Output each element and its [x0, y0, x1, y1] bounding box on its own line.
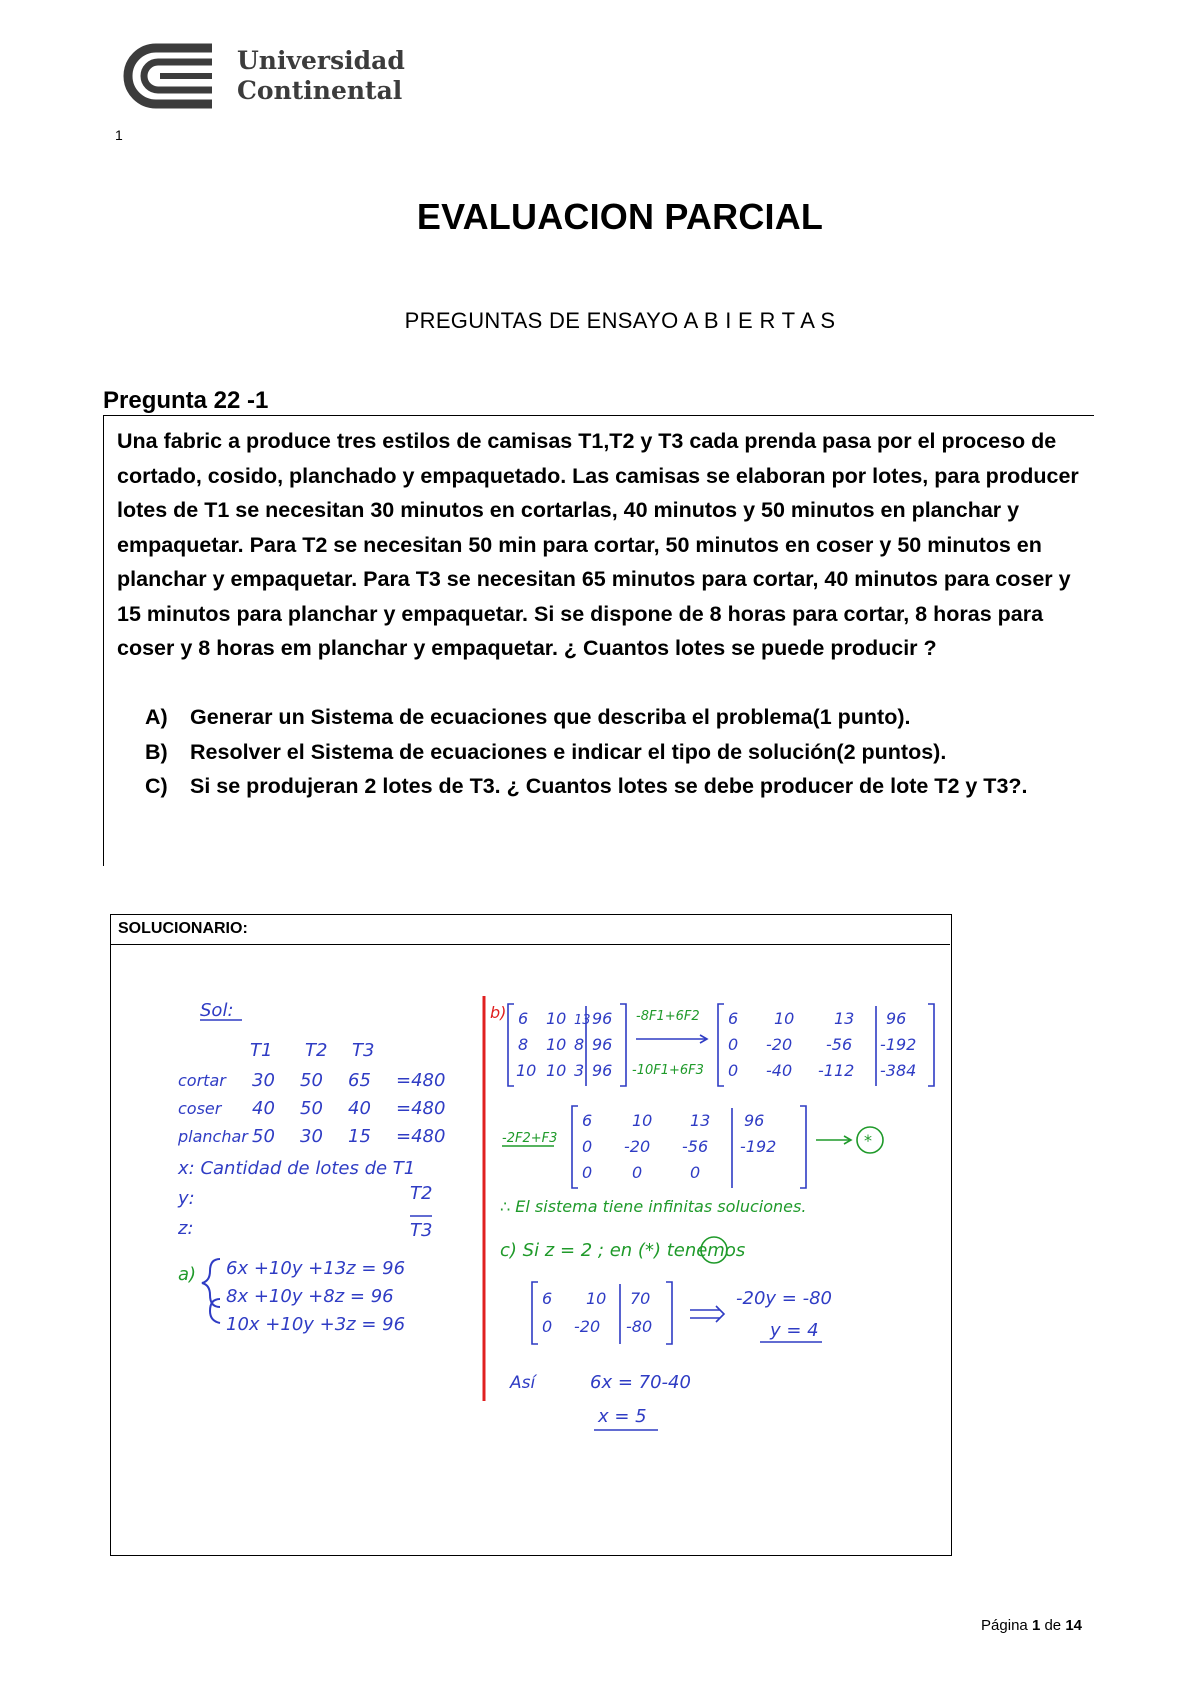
- question-item-b: [145, 735, 1080, 770]
- item-label: A): [145, 705, 168, 729]
- item-text: Resolver el Sistema de ecuaciones e indicar el tipo de solución(2 puntos).: [190, 739, 947, 764]
- item-label: B): [145, 739, 168, 764]
- m3-cell: -192: [740, 1137, 777, 1156]
- m1-cell: 13: [574, 1013, 591, 1028]
- hw-cell: 30: [300, 1126, 323, 1147]
- footer-of-word: de: [1044, 1617, 1062, 1634]
- hw-var-t3: T3: [410, 1220, 433, 1241]
- hw-asi: Así: [510, 1373, 536, 1393]
- m2-cell: -40: [766, 1061, 793, 1080]
- hw-cell: 50: [300, 1098, 323, 1119]
- m4-cell: 0: [542, 1317, 553, 1336]
- m2-cell: -192: [880, 1035, 917, 1054]
- m3-cell: 10: [632, 1111, 653, 1130]
- m4-cell: -80: [626, 1317, 653, 1336]
- m4-cell: 6: [542, 1289, 553, 1308]
- hw-eq-1: 6x +10y +13z = 96: [226, 1258, 406, 1279]
- handwritten-solution: [110, 946, 952, 1552]
- m3-cell: -56: [682, 1137, 709, 1156]
- question-items: [145, 700, 1080, 804]
- hw-eq-c2: y = 4: [770, 1320, 819, 1341]
- m2-cell: 10: [774, 1009, 795, 1028]
- solution-label: SOLUCIONARIO:: [118, 920, 248, 937]
- item-label: C): [145, 774, 168, 798]
- hw-var-y: y:: [178, 1188, 195, 1209]
- m4-cell: 10: [586, 1289, 607, 1308]
- m2-cell: 13: [834, 1009, 855, 1028]
- m3-cell: 0: [582, 1163, 593, 1182]
- hw-var-z: z:: [178, 1218, 194, 1239]
- hw-sol: Sol:: [200, 1000, 234, 1021]
- m3-cell: 96: [744, 1111, 765, 1130]
- m2-cell: 0: [728, 1061, 739, 1080]
- m1-cell: 3: [574, 1061, 585, 1080]
- m3-cell: -20: [624, 1137, 651, 1156]
- hw-eq-c4: x = 5: [598, 1406, 647, 1427]
- hw-cell: =480: [396, 1126, 446, 1147]
- question-title: Pregunta 22 -1: [103, 387, 269, 414]
- m1-cell: 10: [516, 1061, 537, 1080]
- hw-cell: 15: [348, 1126, 371, 1147]
- hw-row-name: cortar: [178, 1071, 226, 1090]
- page-title: EVALUACION PARCIAL: [416, 196, 824, 237]
- hw-cell: =480: [396, 1098, 446, 1119]
- m3-cell: 0: [582, 1137, 593, 1156]
- page-footer: [981, 1617, 1082, 1634]
- page-subtitle: PREGUNTAS DE ENSAYO A B I E R T A S: [404, 308, 836, 333]
- hw-row-name: coser: [178, 1099, 222, 1118]
- m3-cell: 13: [690, 1111, 711, 1130]
- m3-cell: 0: [632, 1163, 643, 1182]
- hw-cell: 50: [300, 1070, 323, 1091]
- hw-eq-2: 8x +10y +8z = 96: [226, 1286, 394, 1307]
- hw-var-t2: T2: [410, 1183, 433, 1204]
- m1-cell: 6: [518, 1009, 529, 1028]
- item-text: Si se produjeran 2 lotes de T3. ¿ Cuantos lotes se debe producer de lote T2 y T3?.: [190, 774, 1028, 798]
- item-text: Generar un Sistema de ecuaciones que describa el problema(1 punto).: [190, 705, 911, 729]
- m2-cell: -112: [818, 1061, 855, 1080]
- m1-cell: 96: [592, 1035, 613, 1054]
- m2-cell: -56: [826, 1035, 853, 1054]
- m1-cell: 10: [546, 1061, 567, 1080]
- question-item-a: [145, 700, 1080, 735]
- hw-op2: -10F1+6F3: [632, 1063, 704, 1078]
- hw-part-c: c) Si z = 2 ; en (*) tenemos: [500, 1240, 746, 1261]
- m3-cell: 0: [690, 1163, 701, 1182]
- m1-cell: 10: [546, 1035, 567, 1054]
- footer-page-number: 1: [1031, 1617, 1041, 1634]
- m3-cell: 6: [582, 1111, 593, 1130]
- hw-part-b: b): [490, 1003, 507, 1022]
- hw-col-t3: T3: [352, 1040, 375, 1061]
- question-item-c: [145, 769, 1080, 804]
- logo-wordmark: [237, 46, 405, 106]
- hw-cell: 40: [348, 1098, 371, 1119]
- hw-row-name: planchar: [178, 1127, 248, 1146]
- hw-eq-c1: -20y = -80: [736, 1288, 832, 1309]
- hw-cell: 40: [252, 1098, 275, 1119]
- hw-part-a: a): [178, 1264, 197, 1285]
- logo-line-1: Universidad: [237, 46, 405, 75]
- m2-cell: 0: [728, 1035, 739, 1054]
- hw-eq-c3: 6x = 70-40: [590, 1372, 691, 1393]
- m1-cell: 96: [592, 1061, 613, 1080]
- hw-cell: =480: [396, 1070, 446, 1091]
- hw-eq-3: 10x +10y +3z = 96: [226, 1314, 406, 1335]
- logo-line-2: Continental: [237, 76, 403, 105]
- m2-cell: -20: [766, 1035, 793, 1054]
- hw-star: *: [864, 1131, 872, 1150]
- hw-col-t2: T2: [305, 1040, 328, 1061]
- m2-cell: 6: [728, 1009, 739, 1028]
- footer-page-word: Página: [981, 1617, 1028, 1634]
- footer-page-total: 14: [1065, 1617, 1082, 1634]
- m1-cell: 8: [518, 1035, 529, 1054]
- m1-cell: 8: [574, 1035, 585, 1054]
- question-statement: Una fabric a produce tres estilos de camisas T1,T2 y T3 cada prenda pasa por el proceso de cortado, cosido, planchado y empaquetado. Las camisas se elaboran por lotes, para producer lotes de T1 se necesitan 30 minutos en cortarlas, 40 minutos y 50 minutos en planchar y empaquetar. Para T2 se necesitan 50 min para cortar, 50 minutos en coser y 50 minutos en planchar y empaquetar. Para T3 se necesitan 65 minutos para cortar, 40 minutos para coser y 15 minutos para planchar y empaquetar. Si se dispone de 8 horas para cortar, 8 horas para coser y 8 horas em planchar y empaquetar. ¿ Cuantos lotes se puede producir ?: [117, 429, 1079, 660]
- m2-cell: -384: [880, 1061, 917, 1080]
- hw-op3: -2F2+F3: [502, 1131, 558, 1146]
- hw-cell: 30: [252, 1070, 275, 1091]
- page-marker: 1: [115, 127, 123, 143]
- m4-cell: -20: [574, 1317, 601, 1336]
- m4-cell: 70: [630, 1289, 651, 1308]
- m1-cell: 96: [592, 1009, 613, 1028]
- hw-op1: -8F1+6F2: [636, 1009, 700, 1024]
- m1-cell: 10: [546, 1009, 567, 1028]
- hw-conclusion: ∴ El sistema tiene infinitas soluciones.: [500, 1197, 807, 1216]
- hw-cell: 50: [252, 1126, 275, 1147]
- hw-var-x: x: Cantidad de lotes de T1: [178, 1158, 416, 1179]
- hw-col-t1: T1: [250, 1040, 273, 1061]
- hw-cell: 65: [348, 1070, 371, 1091]
- m2-cell: 96: [886, 1009, 907, 1028]
